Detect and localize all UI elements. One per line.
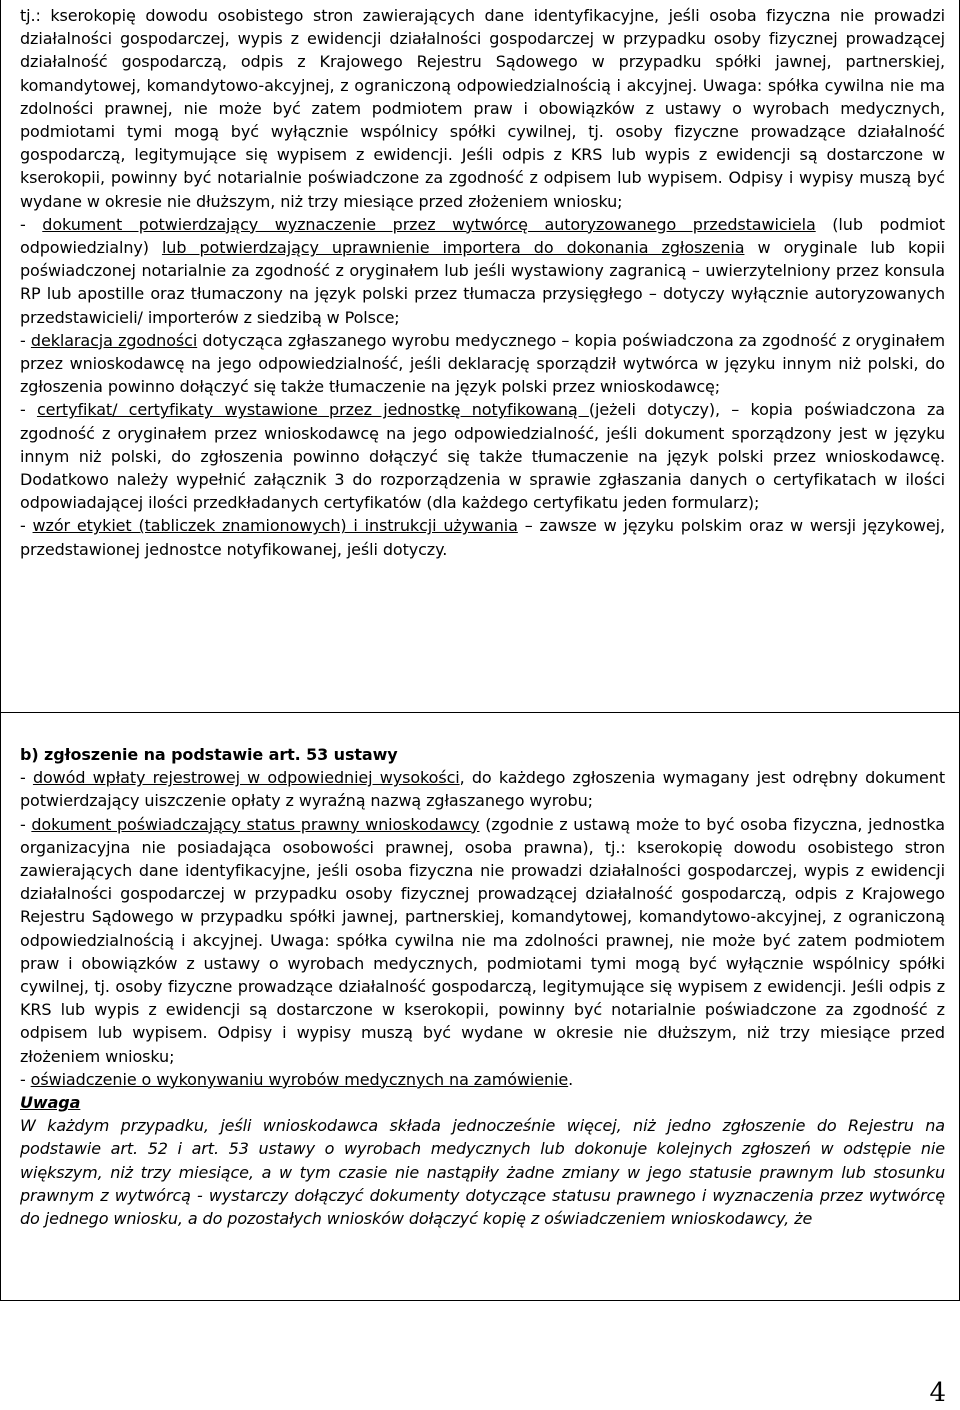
item-text-rest: (jeżeli dotyczy), – kopia poświadczona za zgodność z oryginałem przez wnioskodawcę na jego odpowiedzialność, jeśli dokument sporządzony jest w języku innym niż polski, do zgłoszenia powinno dołączyć się także tłumaczenie na język polski przez wnioskodawcę. Dodatkowo należy wypełnić załącznik 3 do rozporządzenia w sprawie zgłaszania danych o certyfikatach w ilości odpowiadającej ilości przedkładanych certyfikatów (dla każdego certyfikatu jeden formularz); [20,400,945,513]
item-text-rest: dotycząca zgłaszanego wyrobu medycznego – kopia poświadczona za zgodność z oryginałem przez wnioskodawcę na jego odpowiedzialność, jeśli deklarację sporządził wytwórca w języku innym niż polski, do zgłoszenia powinno dołączyć się także tłumaczenie na język polski przez wnioskodawcę; [20,330,945,397]
list-item-status [20,813,945,1068]
status-prawny-paragraph: tj.: kserokopię dowodu osobistego stron zawierających dane identyfikacyjne, jeśli osoba fizyczna nie prowadzi działalności gospodarczej, wypis z ewidencji działalności gospodarczej w przypadku osoby fizycznej prowadzącej działalność gospodarczą, odpis z Krajowego Rejestru Sądowego w przypadku spółki jawnej, partnerskiej, komandytowej, komandytowo-akcyjnej, z ograniczoną odpowiedzialnością i akcyjnej. Uwaga: spółka cywilna nie ma zdolności prawnej, nie może być zatem podmiotem praw i obowiązków z ustawy o wyrobach medycznych, podmiotami tymi mogą być wyłącznie wspólnicy spółki cywilnej, tj. osoby fizyczne prowadzące działalność gospodarczą, legitymujące się wypisem z ewidencji. Jeśli odpis z KRS lub wypis z ewidencji są dostarczone w kserokopii, powinny być notarialnie poświadczone za zgodność z odpisem lub wypisem. Odpisy i wypisy muszą być wydane w okresie nie dłuższym, niż trzy miesiące przed złożeniem wniosku; [20,6,945,211]
uwaga-paragraph: W każdym przypadku, jeśli wnioskodawca składa jednocześnie więcej, niż jedno zgłoszenie do Rejestru na podstawie art. 52 i art. 53 ustawy o wyrobach medycznych lub dokonuje kolejnych zgłoszeń w odstępie nie większym, niż trzy miesiące, a w tym czasie nie nastąpiły żadne zmiany w jego statusie prawnym lub stosunku prawnym z wytwórcą - wystarczy dołączyć dokumenty dotyczące statusu prawnego i wyznaczenia przez wytwórcę do jednego wniosku, a do pozostałych wniosków dołączyć kopię z oświadczeniem wnioskodawcy, że [20,1116,945,1229]
item-text-rest: – zawsze w języku polskim oraz w wersji językowej, przedstawionej jednostce notyfikowanej, jeśli dotyczy. [20,516,945,559]
list-dash: - [20,516,33,536]
page-frame-bottom [0,1300,960,1301]
list-item-oplata [20,766,945,812]
list-item-wzor [20,514,945,560]
item-text-rest: w oryginale lub kopii poświadczonej notarialnie za zgodność z oryginałem lub jeśli wystawiony zagranicą – uwierzytelniony przez konsula RP lub apostille oraz tłumaczony na język polski przez tłumacza przysięgłego – dotyczy wyłącznie autoryzowanych przedstawicieli/ importerów z siedzibą w Polsce; [20,238,945,327]
list-item-deklaracja [20,329,945,399]
list-dash: - [20,768,33,788]
page-frame-divider [0,712,960,713]
item-text-rest: , do każdego zgłoszenia wymagany jest odrębny dokument potwierdzający uiszczenie opłaty z wyraźną nazwą zgłaszanego wyrobu; [20,768,945,811]
item-link-oswiadczenie: oświadczenie o wykonywaniu wyrobów medycznych na zamówienie [30,1069,569,1089]
item-link-status: dokument poświadczający status prawny wnioskodawcy [31,814,480,834]
item-link-deklaracja: deklaracja zgodności [30,330,198,350]
item-text-rest: . [568,1069,574,1089]
list-dash: - [20,814,32,834]
section-b [20,743,945,1230]
item-text-rest: (zgodnie z ustawą może to być osoba fizyczna, jednostka organizacyjna nie posiadająca osobowości prawnej, osoba prawna), tj.: kserokopię dowodu osobistego stron zawierających dane identyfikacyjne, jeśli osoba fizyczna nie prowadzi działalności gospodarczej, wypis z ewidencji działalności gospodarczej w przypadku osoby fizycznej prowadzącej działalność gospodarczą, odpis z Krajowego Rejestru Sądowego w przypadku spółki jawnej, partnerskiej, komandytowej, komandytowo-akcyjnej, z ograniczoną odpowiedzialnością i akcyjnej. Uwaga: spółka cywilna nie ma zdolności prawnej, nie może być zatem podmiotem praw i obowiązków z ustawy o wyrobach medycznych, podmiotami tymi mogą być wyłącznie wspólnicy spółki cywilnej, tj. osoby fizyczne prowadzące działalność gospodarczą, legitymujące się wypisem z ewidencji. Jeśli odpis z KRS lub wypis z ewidencji są dostarczone w kserokopii, powinny być notarialnie poświadczone za zgodność z odpisem lub wypisem. Odpisy i wypisy muszą być wydane w okresie nie dłuższym, niż trzy miesiące przed złożeniem wniosku; [20,814,945,1066]
item-link-certyfikat: certyfikat/ certyfikaty wystawione przez jednostkę notyfikowaną [36,400,589,420]
list-dash: - [20,214,43,234]
section-a-continued [20,4,945,561]
list-dash: - [20,400,37,420]
page-number: 4 [929,1378,946,1408]
uwaga-heading: Uwaga [20,1093,81,1113]
list-item-certyfikat [20,398,945,514]
page-frame-left-2 [0,712,1,1300]
item-link-oplata: dowód wpłaty rejestrowej w odpowiedniej wysokości [32,768,460,788]
page-frame-left [0,0,1,712]
list-dash: - [20,1069,31,1089]
section-b-heading: b) zgłoszenie na podstawie art. 53 ustawy [20,745,398,764]
list-item-oswiadczenie [20,1068,945,1091]
item-link-wzor: wzór etykiet (tabliczek znamionowych) i instrukcji używania [32,516,518,536]
item-text-mid: (lub podmiot odpowiedzialny) [20,214,945,258]
list-item-pelnomocnictwo [20,213,945,329]
item-link-wyznaczenie: dokument potwierdzający wyznaczenie przez wytwórcę autoryzowanego przedstawiciela [42,214,816,234]
list-dash: - [20,330,31,350]
item-link-importer: lub potwierdzający uprawnienie importera do dokonania zgłoszenia [161,238,745,258]
